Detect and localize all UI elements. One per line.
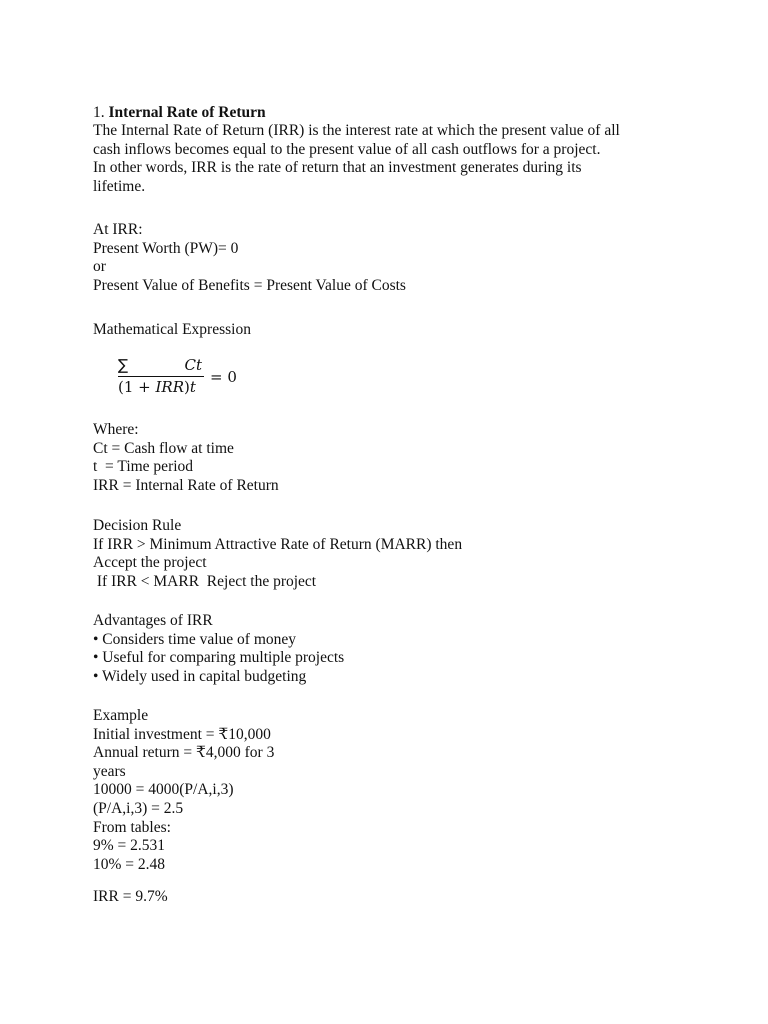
intro-line: lifetime.: [93, 177, 146, 195]
at-irr-line: or: [93, 258, 106, 276]
denominator-open: (1 +: [118, 378, 156, 396]
at-irr-line: At IRR:: [93, 221, 143, 238]
where-line: Where:: [93, 421, 139, 438]
decision-rule-block: [93, 517, 693, 591]
advantage-line: • Considers time value of money: [93, 630, 297, 648]
irr-formula: [118, 356, 258, 400]
where-line: Ct = Cash flow at time: [93, 439, 234, 457]
advantages-block: [93, 612, 693, 686]
example-line: 10000 = 4000(P/A,i,3): [93, 781, 234, 799]
decision-line: Decision Rule: [93, 517, 182, 534]
decision-line: If IRR < MARR Reject the project: [93, 572, 317, 590]
formula-equals: = 0: [210, 368, 237, 386]
irr-result: IRR = 9.7%: [93, 888, 168, 905]
example-line: Example: [93, 707, 149, 724]
where-block: [93, 421, 693, 495]
intro-paragraph: [93, 122, 693, 196]
denominator-exp: t: [189, 378, 196, 396]
sigma-symbol: ∑: [118, 356, 129, 374]
example-block: [93, 707, 693, 874]
intro-line: In other words, IRR is the rate of return that an investment generates during its: [93, 159, 582, 177]
numerator-ct: Ct: [184, 356, 202, 374]
advantage-line: Advantages of IRR: [93, 612, 213, 629]
intro-line: The Internal Rate of Return (IRR) is the interest rate at which the present value of all: [93, 122, 620, 139]
formula-numerator: [118, 356, 204, 376]
at-irr-line: Present Value of Benefits = Present Value of Costs: [93, 276, 406, 294]
decision-line: Accept the project: [93, 554, 207, 572]
example-line: years: [93, 762, 126, 780]
intro-line: cash inflows becomes equal to the present value of all cash outflows for a project.: [93, 140, 601, 158]
formula-fraction: [118, 356, 204, 400]
example-line: (P/A,i,3) = 2.5: [93, 799, 184, 817]
heading-number: 1.: [93, 104, 105, 121]
section-heading: [93, 104, 693, 123]
denominator-close: ): [184, 378, 190, 396]
example-line: Initial investment = ₹10,000: [93, 725, 271, 743]
math-heading: Mathematical Expression: [93, 321, 251, 338]
where-line: IRR = Internal Rate of Return: [93, 476, 279, 494]
example-line: 9% = 2.531: [93, 837, 166, 855]
example-line: 10% = 2.48: [93, 855, 166, 873]
heading-title: Internal Rate of Return: [108, 104, 266, 121]
denominator-var: IRR: [155, 378, 185, 396]
at-irr-block: [93, 221, 693, 295]
fraction-bar: [118, 376, 204, 377]
decision-line: If IRR > Minimum Attractive Rate of Return (MARR) then: [93, 535, 463, 553]
advantage-line: • Useful for comparing multiple projects: [93, 649, 345, 667]
advantage-line: • Widely used in capital budgeting: [93, 667, 307, 685]
example-line: From tables:: [93, 818, 171, 836]
example-line: Annual return = ₹4,000 for 3: [93, 744, 275, 762]
at-irr-line: Present Worth (PW)= 0: [93, 239, 239, 257]
formula-denominator: [118, 378, 204, 396]
math-heading-block: [93, 321, 693, 340]
where-line: t = Time period: [93, 458, 194, 476]
result-block: [93, 888, 693, 907]
